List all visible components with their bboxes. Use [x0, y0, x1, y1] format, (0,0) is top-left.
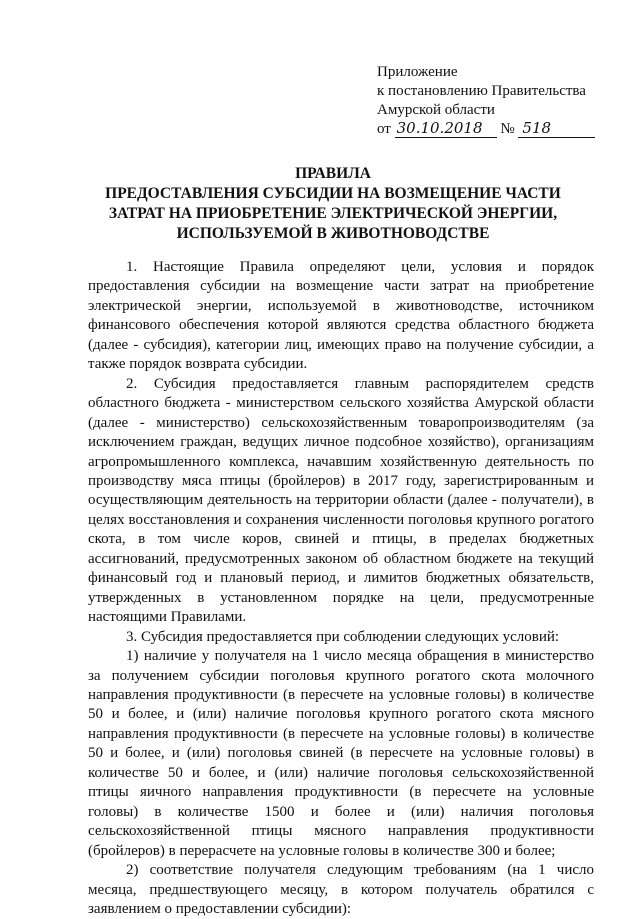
paragraph-1: 1. Настоящие Правила определяют цели, условия и порядок предоставления субсидии на возмещение части затрат на приобретение электрической энергии, используемой в животноводстве, источником финансового обеспечения которой являются средства областного бюджета (далее - субсидия), категории лиц, имеющих право на получение субсидии, а также порядок возврата субсидии.	[88, 259, 594, 373]
document-title	[88, 164, 578, 244]
paragraph-2: 2. Субсидия предоставляется главным распорядителем средств областного бюджета - министерством сельского хозяйства Амурской области (далее - министерство) сельскохозяйственным товаропроизводителям (за исключением граждан, ведущих личное подсобное хозяйство), организациям агропромышленного комплекса, начавшим хозяйственную деятельность по производству мяса птицы (бройлеров) в 2017 году, зарегистрированным и осуществляющим деятельность на территории области (далее - получатели), в целях восстановления и сохранения численности поголовья крупного рогатого скота, в том числе коров, свиней и птицы, в пределах бюджетных ассигнований, предусмотренных законом об областном бюджете на текущий финансовый год и плановый период, и лимитов бюджетных обязательств, утвержденных в установленном порядке на цели, предусмотренные настоящими Правилами.	[88, 375, 594, 626]
paragraph-3-item-2: 2) соответствие получателя следующим требованиям (на 1 число месяца, предшествующего месяцу, в котором получатель обратился с заявлением о предоставлении субсидии):	[88, 862, 594, 917]
date-field	[395, 120, 497, 138]
document-body	[88, 258, 594, 919]
paragraph-3-item-1: 1) наличие у получателя на 1 число месяца обращения в министерство за получением субсидии поголовья крупного рогатого скота молочного направления продуктивности (в пересчете на условные головы) в количестве 50 и более, и (или) наличие поголовья крупного рогатого скота мясного направления продуктивности (в пересчете на условные головы) в количестве 50 и более, и (или) поголовья свиней (в пересчете на условные головы) в количестве 50 и более, и (или) наличие поголовья сельскохозяйственной птицы яичного направления продуктивности (в пересчете на условные головы) в количестве 1500 и более и (или) наличия поголовья сельскохозяйственной птицы мясного направления продуктивности (бройлеров) в перерасчете на условные головы в количестве 300 и более;	[88, 648, 594, 859]
date-prefix: от	[377, 121, 391, 137]
number-prefix: №	[500, 121, 515, 137]
title-line-4: ИСПОЛЬЗУЕМОЙ В ЖИВОТНОВОДСТВЕ	[176, 225, 490, 242]
handwritten-number: 518	[522, 119, 552, 137]
appendix-block	[377, 63, 617, 139]
title-line-2: ПРЕДОСТАВЛЕНИЯ СУБСИДИИ НА ВОЗМЕЩЕНИЕ ЧАСТИ	[105, 185, 561, 202]
appendix-region: Амурской области	[377, 102, 495, 118]
appendix-resolution: к постановлению Правительства	[377, 83, 586, 99]
title-line-3: ЗАТРАТ НА ПРИОБРЕТЕНИЕ ЭЛЕКТРИЧЕСКОЙ ЭНЕРГИИ,	[108, 205, 558, 222]
number-field	[518, 120, 595, 138]
appendix-label: Приложение	[377, 64, 458, 80]
title-line-1: ПРАВИЛА	[295, 165, 371, 182]
appendix-date-number	[377, 120, 617, 139]
handwritten-date: 30.10.2018	[396, 119, 483, 137]
paragraph-3: 3. Субсидия предоставляется при соблюдении следующих условий:	[126, 628, 560, 645]
